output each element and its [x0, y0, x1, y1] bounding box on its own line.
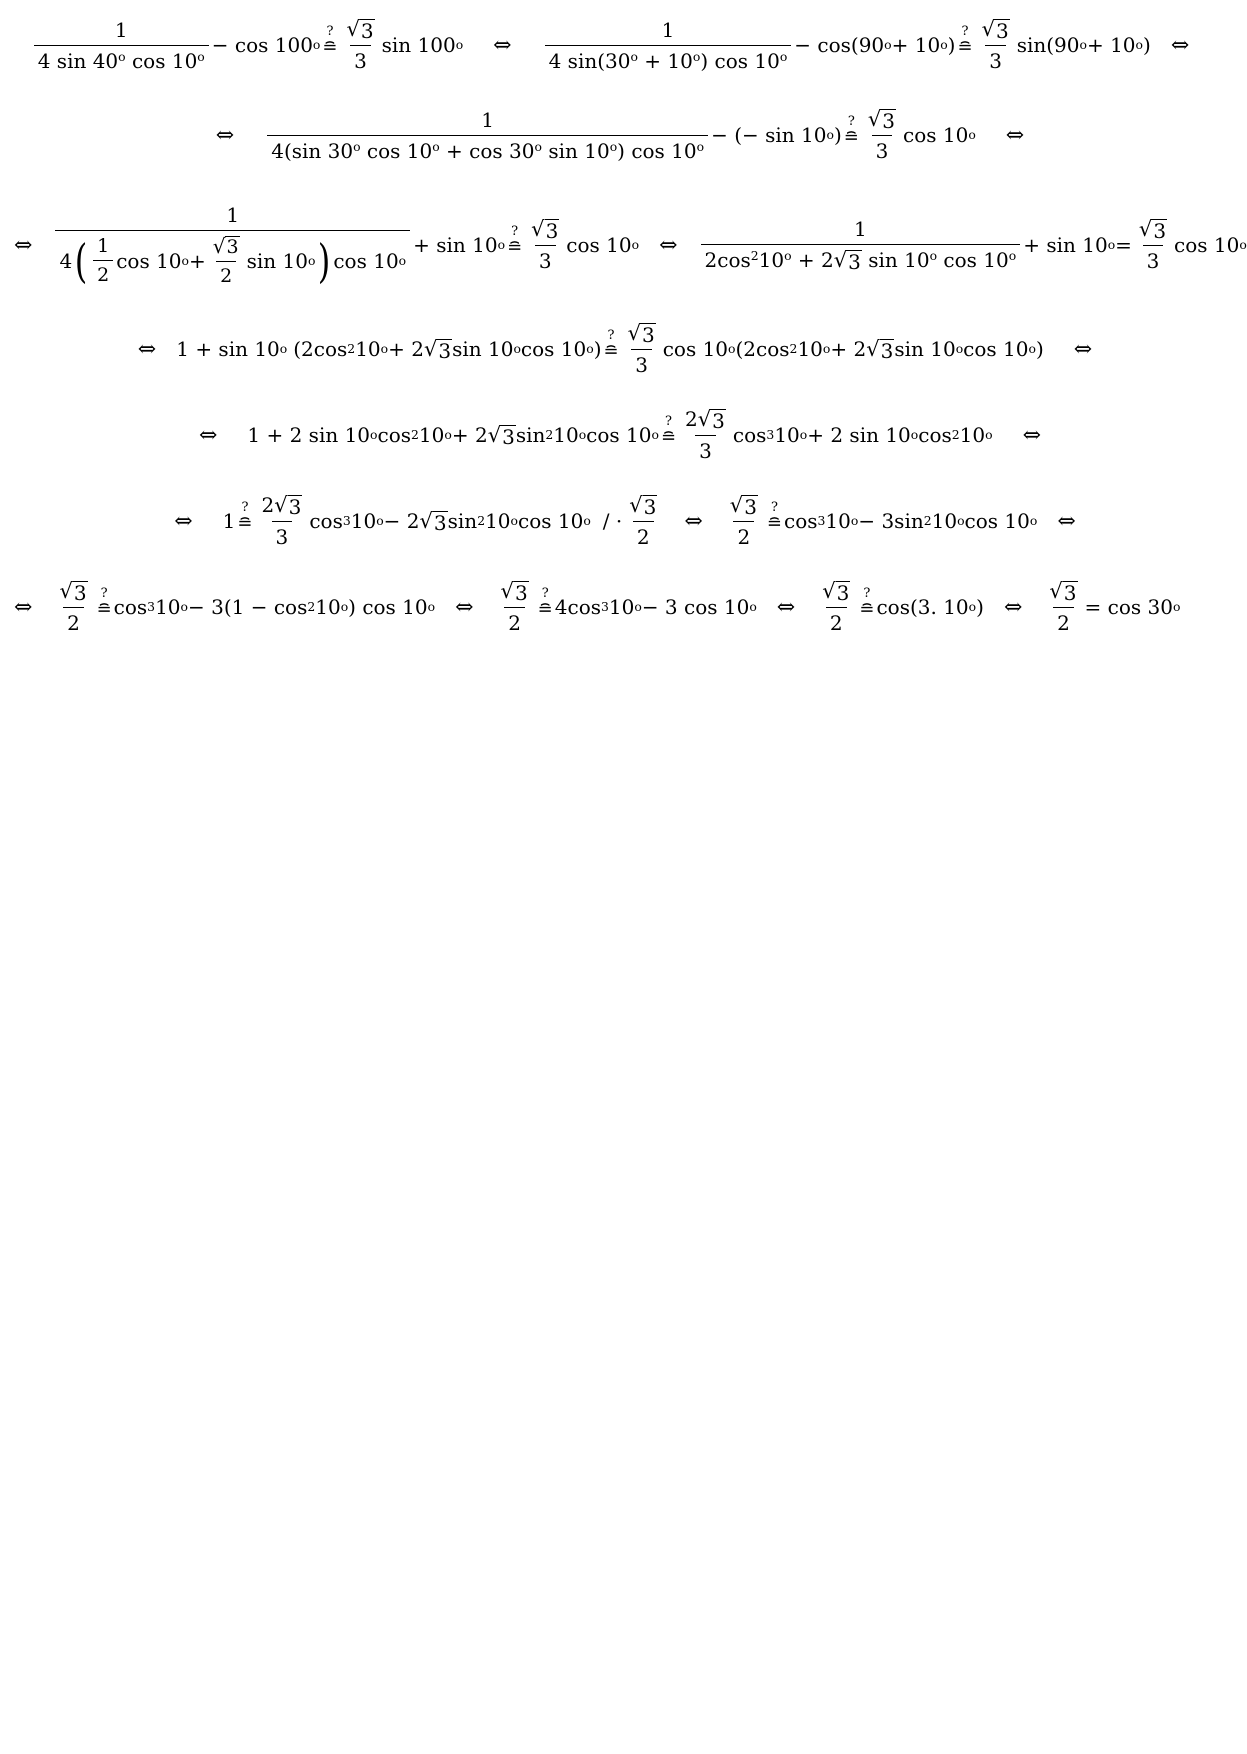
- iff-symbol: ⇔: [1022, 422, 1042, 448]
- question-equal-sign: ? ≘: [660, 414, 677, 448]
- expr-left-1: $\frac{1}{4 \sin 40^o \cos 10^o}$ − cos 100 o ? ≘ √ 3 3 sin 100 o: [31, 17, 463, 73]
- fraction: √ 3 3: [531, 217, 559, 273]
- iff-symbol: ⇔: [14, 232, 33, 258]
- expr-2: $\frac{1}{4(\sin 30^o \cos 10^o + \cos 30^o \sin 10^o) \cos 10^o}$ − (− sin 10 o ) ? ≘ √ 3 3 cos 10 o: [264, 107, 976, 163]
- expr-right-1: $\frac{1}{4 \sin(30^o + 10^o) \cos 10^o}$ − cos(90 o + 10 o ) ? ≘ √ 3 3 sin(90 o + 10 o ): [542, 17, 1151, 73]
- question-equal-sign: ? ≘: [843, 114, 859, 148]
- equation-line-6: [0, 488, 1240, 554]
- question-equal-sign: ? ≘: [237, 500, 253, 534]
- expr-7a: √ 3 2 ? ≘ cos 3 10 o − 3(1 − cos 2 10 o ) cos 10 o: [52, 579, 435, 635]
- iff-symbol: ⇔: [659, 232, 678, 258]
- expr-7c: √ 3 2 ? ≘ cos(3. 10 o ): [815, 579, 984, 635]
- expr-5: 1 + 2 sin 10 o cos 2 10 o + 2 √ 3 sin 2 10 o cos 10 o ? ≘ 2 √ 3 3 cos 3 10 o + 2 sin 10 o cos 2 10 o: [247, 407, 993, 463]
- fraction: √ 3 2: [500, 579, 528, 635]
- fraction: √ 3 3: [627, 321, 655, 377]
- iff-symbol: ⇔: [1003, 594, 1023, 620]
- fraction: $\frac{1}{4(\sin 30^o \cos 10^o + \cos 30^o \sin 10^o) \cos 10^o}$: [267, 108, 708, 163]
- question-equal-sign: ? ≘: [859, 586, 875, 620]
- fraction: √ 3 3: [867, 107, 895, 163]
- iff-symbol: ⇔: [215, 122, 235, 148]
- equation-line-2: [0, 102, 1240, 168]
- iff-symbol: ⇔: [1073, 336, 1093, 362]
- fraction: 2 √ 3 3: [685, 407, 725, 463]
- expr-7b: √ 3 2 ? ≘ 4cos 3 10 o − 3 cos 10 o: [494, 579, 757, 635]
- question-equal-sign: ? ≘: [603, 328, 619, 362]
- expr-7d: √ 3 2 = cos 30 o: [1042, 579, 1180, 635]
- iff-symbol: ⇔: [1005, 122, 1025, 148]
- question-equal-sign: ? ≘: [957, 24, 973, 58]
- fraction: √ 3 2: [1049, 579, 1077, 635]
- iff-symbol: ⇔: [174, 508, 193, 534]
- fraction: √ 3 2: [629, 493, 657, 549]
- iff-symbol: ⇔: [1170, 32, 1190, 58]
- expr-left-6: 1 ? ≘ 2 √ 3 3 cos 3 10 o − 2 √ 3 sin 2 10 o cos 10 o / · √ 3 2: [223, 493, 665, 549]
- question-equal-sign: ? ≘: [96, 586, 112, 620]
- fraction: √ 3 2: [729, 493, 757, 549]
- iff-symbol: ⇔: [14, 594, 33, 620]
- iff-symbol: ⇔: [198, 422, 218, 448]
- fraction: $\frac{1}{4 \sin 40^o \cos 10^o}$: [34, 18, 209, 73]
- question-equal-sign: ? ≘: [766, 500, 783, 534]
- iff-symbol: ⇔: [1057, 508, 1076, 534]
- fraction: √ 3 2: [59, 579, 87, 635]
- iff-symbol: ⇔: [776, 594, 796, 620]
- fraction: √ 3 3: [981, 17, 1009, 73]
- question-equal-sign: ? ≘: [322, 24, 338, 58]
- fraction: $\frac{1}{4 \sin(30^o + 10^o) \cos 10^o}$: [545, 18, 792, 73]
- question-equal-sign: ? ≘: [537, 586, 553, 620]
- iff-symbol: ⇔: [684, 508, 703, 534]
- equation-line-4: [0, 316, 1240, 382]
- equation-line-5: [0, 402, 1240, 468]
- iff-symbol: ⇔: [137, 336, 157, 362]
- fraction: 1 4 ( $\frac{1}{2}$ cos 10 o + √ 3 2 sin 10 o ) cos 10 o: [55, 203, 410, 287]
- multiply-by-marker: / ·: [602, 509, 623, 533]
- equation-line-7: [0, 574, 1240, 640]
- expr-left-3: 1 4 ( $\frac{1}{2}$ cos 10 o + √ 3 2 sin 10 o ) cos 10 o + sin 10 o ? ≘ √ 3 3 cos 10 o: [52, 203, 639, 287]
- expr-right-6: √ 3 2 ? ≘ cos 3 10 o − 3sin 2 10 o cos 10 o: [723, 493, 1038, 549]
- equation-line-1: [0, 12, 1240, 78]
- fraction: √ 3 2: [822, 579, 850, 635]
- question-equal-sign: ? ≘: [507, 224, 523, 258]
- equation-line-3: [0, 192, 1247, 298]
- expr-right-3: 1 $2\cos^210^o + 2$ √ 3 sin 10$^o$ cos 10$^o$ + sin 10 o = √ 3 3 cos 10 o: [698, 217, 1247, 273]
- fraction: 2 √ 3 3: [261, 493, 302, 549]
- iff-symbol: ⇔: [455, 594, 474, 620]
- fraction: √ 3 3: [1138, 217, 1167, 273]
- expr-4: 1 + sin 10 o (2cos 2 10 o + 2 √ 3 sin 10 o cos 10 o ) ? ≘ √ 3 3 cos 10 o (2cos 2 10 o + 2 √ 3 sin 10 o cos 10 o ): [176, 321, 1044, 377]
- fraction: √ 3 3: [346, 17, 374, 73]
- fraction: 1 $2\cos^210^o + 2$ √ 3 sin 10$^o$ cos 10$^o$: [701, 217, 1021, 273]
- iff-symbol: ⇔: [493, 32, 512, 58]
